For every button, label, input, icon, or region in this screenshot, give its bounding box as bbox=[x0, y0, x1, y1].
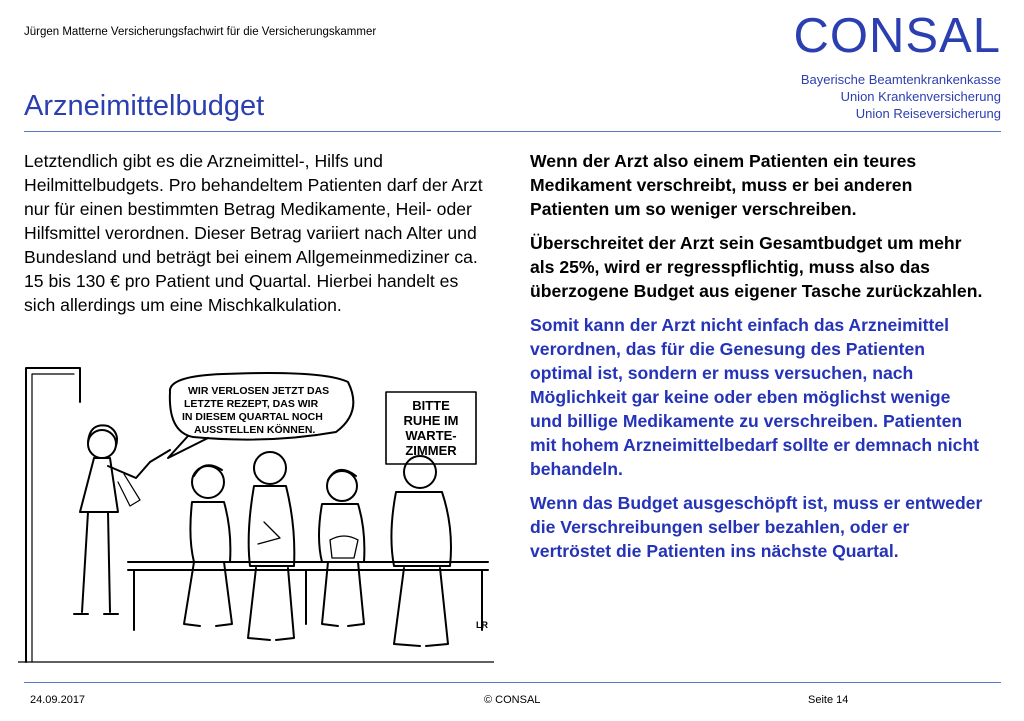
author-line: Jürgen Matterne Versicherungsfachwirt für die Versicherungskammer bbox=[24, 26, 377, 38]
company-name: Union Reiseversicherung bbox=[855, 106, 1001, 121]
right-column bbox=[530, 149, 985, 573]
sign-text: ZIMMER bbox=[405, 443, 457, 458]
footer-date: 24.09.2017 bbox=[30, 694, 86, 706]
title-divider bbox=[24, 131, 1001, 132]
cartoon-signature: LR bbox=[476, 620, 488, 630]
paragraph-highlight: Wenn das Budget ausgeschöpft ist, muss er entweder die Verschreibungen selber bezahlen, oder er vertröstet die Patienten ins nächste Quartal. bbox=[530, 493, 983, 561]
speech-text: LETZTE REZEPT, DAS WIR bbox=[184, 398, 319, 410]
footer-page-number: Seite 14 bbox=[808, 694, 849, 706]
brand-block bbox=[793, 10, 1001, 122]
waiting-room-cartoon bbox=[18, 362, 494, 670]
paragraph-highlight: Somit kann der Arzt nicht einfach das Arzneimittel verordnen, das für die Genesung des Patienten optimal ist, sondern er muss versuchen, nach Möglichkeit gar keine oder eben möglichst wenige und billige Medikamente zu verschreiben. Patienten mit hohem Arzneimittelbedarf sollte er demnach nicht behandeln. bbox=[530, 315, 980, 479]
sign-text: BITTE bbox=[412, 398, 450, 413]
slide-title: Arzneimittelbudget bbox=[24, 90, 265, 122]
consal-logo: CONSAL bbox=[793, 9, 1001, 63]
footer-copyright: © CONSAL bbox=[484, 694, 541, 706]
speech-text: IN DIESEM QUARTAL NOCH bbox=[182, 411, 323, 423]
company-name: Union Krankenversicherung bbox=[840, 89, 1001, 104]
company-name: Bayerische Beamtenkrankenkasse bbox=[800, 72, 1001, 87]
intro-paragraph: Letztendlich gibt es die Arzneimittel-, Hilfs und Heilmittelbudgets. Pro behandeltem Patienten darf der Arzt nur für einen bestimmten Betrag Medikamente, Heil- oder Hilfsmittel verordnen. Dieser Betrag variiert nach Alter und Bundesland und beträgt bei einem Allgemeinmediziner ca. 15 bis 130 € pro Patient und Quartal. Hierbei handelt es sich allerdings um eine Mischkalkulation. bbox=[24, 151, 483, 315]
sign-text: RUHE IM bbox=[403, 413, 459, 428]
paragraph: Wenn der Arzt also einem Patienten ein teures Medikament verschreibt, muss er bei anderen Patienten um so weniger verschreiben. bbox=[530, 151, 917, 219]
footer-divider bbox=[24, 682, 1001, 683]
company-list bbox=[793, 71, 1001, 122]
paragraph: Überschreitet der Arzt sein Gesamtbudget um mehr als 25%, wird er regresspflichtig, muss also das überzogene Budget aus eigener Tasche zurückzahlen. bbox=[530, 233, 983, 301]
speech-text: AUSSTELLEN KÖNNEN. bbox=[194, 424, 316, 436]
speech-text: WIR VERLOSEN JETZT DAS bbox=[188, 385, 330, 397]
sign-text: WARTE- bbox=[405, 428, 457, 443]
